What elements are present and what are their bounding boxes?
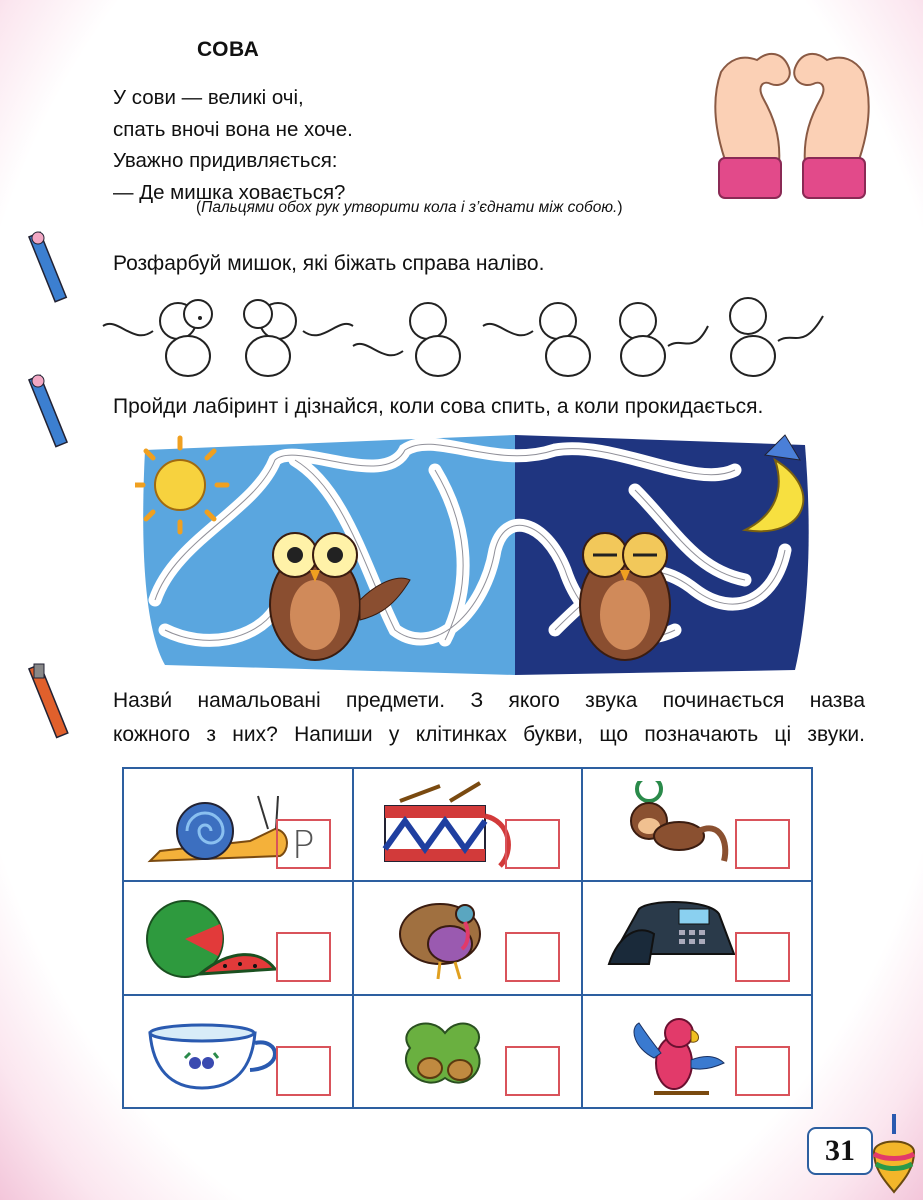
answer-box[interactable]: [505, 819, 560, 869]
answer-box[interactable]: [276, 1046, 331, 1096]
cup-icon: [140, 1008, 290, 1096]
pen-icon: [26, 660, 78, 755]
snail-icon: [140, 781, 290, 869]
answer-box[interactable]: Р: [276, 819, 331, 869]
grid-cell: [582, 768, 812, 881]
poem-line: Уважно придивляється:: [113, 149, 338, 172]
page-title: СОВА: [197, 38, 260, 61]
mice-row: [98, 286, 830, 390]
mouse-icon: [244, 300, 353, 376]
telephone-icon: [599, 894, 749, 982]
task-letters: Назви́ намальовані предмети. З якого звука починається назва кожного з них? Напиши у клітинках букви, що позначають ці звуки.: [113, 689, 865, 746]
poem-line: — Де мишка ховається?: [113, 180, 346, 204]
spinning-top-icon: [868, 1112, 920, 1198]
grid-cell: [582, 881, 812, 994]
letters-grid: [122, 767, 813, 1109]
mouse-icon: [483, 303, 590, 376]
grid-cell: [582, 995, 812, 1108]
poem-line: спать вночі вона не хоче.: [113, 117, 353, 141]
answer-box[interactable]: [505, 1046, 560, 1096]
grid-cell: [123, 881, 353, 994]
task-color-mice: Розфарбуй мишок, які біжать справа наліво.: [113, 252, 545, 275]
watermelon-icon: [140, 894, 290, 982]
answer-box[interactable]: [735, 932, 790, 982]
grid-cell: [123, 768, 353, 881]
turkey-icon: [370, 894, 520, 982]
grid-cell: [353, 768, 583, 881]
grid-row: [123, 768, 812, 881]
task-maze: Пройди лабіринт і дізнайся, коли сова спить, а коли прокидається.: [113, 395, 764, 418]
answer-box[interactable]: [735, 1046, 790, 1096]
owl-icon: [580, 533, 670, 660]
answer-box[interactable]: [505, 932, 560, 982]
grid-cell: [353, 881, 583, 994]
pencil-icon: [28, 371, 78, 466]
parrot-icon: [599, 1008, 749, 1096]
grid-row: [123, 995, 812, 1108]
owl-maze[interactable]: [135, 430, 815, 680]
grid-row: [123, 881, 812, 994]
mouse-icon: [730, 298, 823, 376]
hazelnut-icon: [370, 1008, 520, 1096]
grid-cell: [353, 995, 583, 1108]
poem: [113, 82, 353, 208]
mouse-icon: [103, 300, 212, 376]
poem-line: У сови — великі очі,: [113, 86, 304, 109]
page-number: 31: [807, 1127, 873, 1175]
grid-cell: [123, 995, 353, 1108]
answer-box[interactable]: [276, 932, 331, 982]
poem-instruction: (Пальцями обох рук утворити кола і з’єднати між собою.): [196, 199, 623, 216]
answer-box[interactable]: [735, 819, 790, 869]
pencil-icon: [28, 228, 78, 318]
drum-icon: [370, 781, 520, 869]
hands-icon: [707, 40, 877, 202]
monkey-icon: [599, 781, 749, 869]
mouse-icon: [353, 303, 460, 376]
mouse-icon: [620, 303, 708, 376]
